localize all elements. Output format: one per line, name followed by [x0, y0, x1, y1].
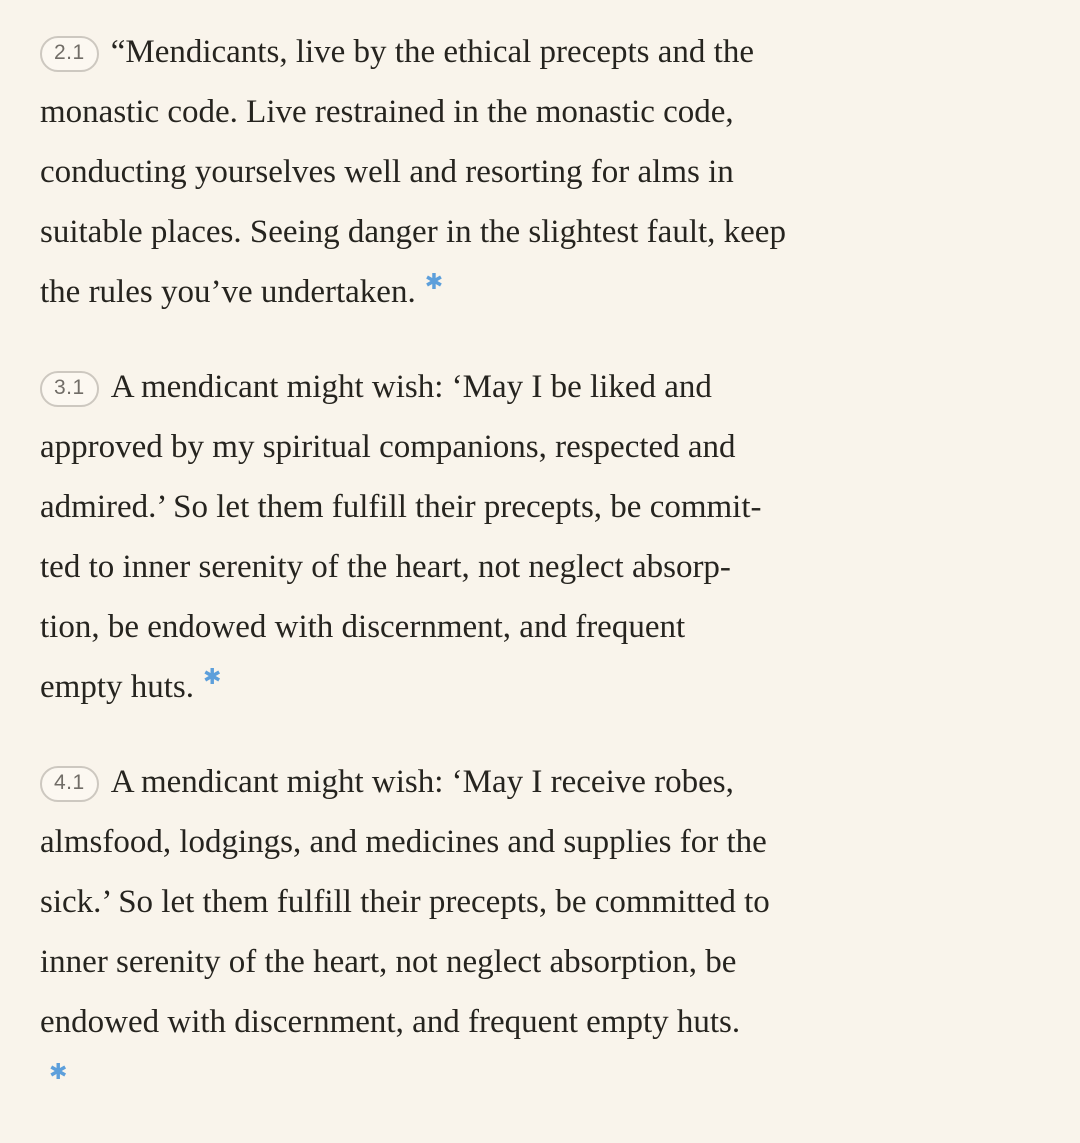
variant-note-marker[interactable] [424, 270, 444, 295]
variant-note-marker[interactable] [49, 1060, 68, 1085]
segment-number-badge[interactable]: 4.1 [40, 766, 99, 802]
text-segment [40, 752, 1040, 1112]
text-segment [40, 357, 1040, 717]
text-segment [40, 22, 1040, 322]
segment-number-badge[interactable]: 3.1 [40, 371, 99, 407]
segment-number-badge[interactable]: 2.1 [40, 36, 99, 72]
asterisk-icon: ✱ [203, 665, 222, 690]
asterisk-icon: ✱ [424, 270, 444, 295]
asterisk-icon: ✱ [49, 1060, 68, 1085]
segment-text: “Mendicants, live by the ethical precepts and the monastic code. Live restrained in the monastic code, conducting yourselves well and resorting for alms in suitable places. Seeing danger in the slightest fault, keep the rules you’ve undertaken. [40, 34, 786, 310]
segment-text: A mendicant might wish: ‘May I receive robes, almsfood, lodgings, and medicines and supplies for the sick.’ So let them fulfill their precepts, be committed to inner serenity of the heart, not neglect absorption, be endowed with discernment, and frequent empty huts. [40, 764, 770, 1040]
segment-text: A mendicant might wish: ‘May I be liked and approved by my spiritual companions, respected and admired.’ So let them fulfill their precepts, be commit- ted to inner serenity of the heart, not neglect absorp- tion, be endowed with discernment, and frequent empty huts. [40, 369, 762, 705]
variant-note-marker[interactable] [203, 665, 222, 690]
